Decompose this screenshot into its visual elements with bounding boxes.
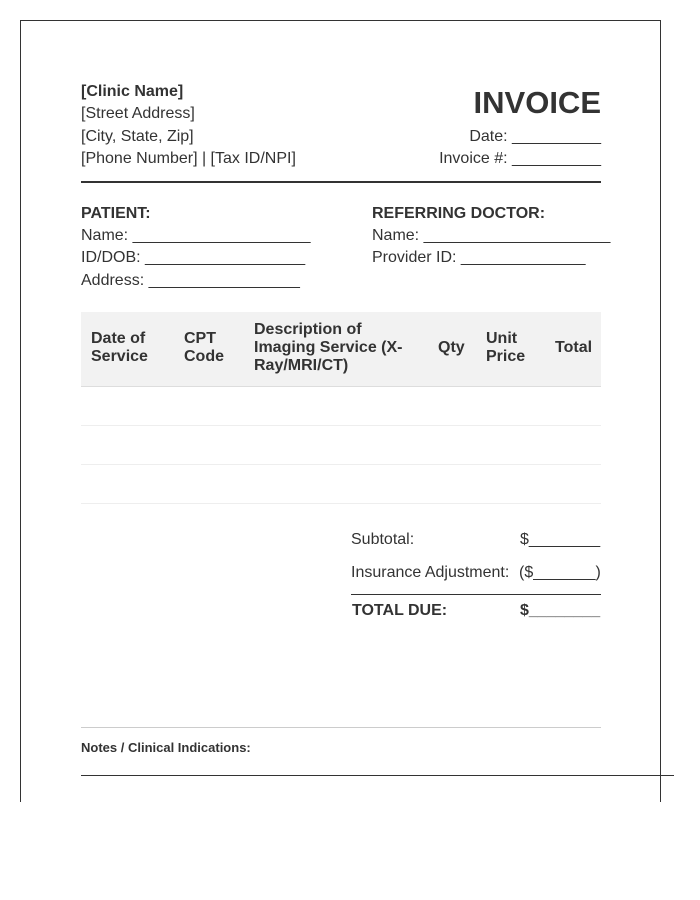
patient-id-dob: ID/DOB: __________________ [81, 249, 306, 266]
col-description [254, 321, 403, 375]
col-unit-line2: Price [486, 348, 526, 365]
col-cpt-code [184, 330, 224, 366]
col-date-line2: Service [91, 348, 148, 365]
doctor-name: Name: _____________________ [372, 227, 611, 244]
col-date-line1: Date of [91, 330, 146, 347]
col-unit-line1: Unit [486, 330, 518, 347]
notes-divider [81, 727, 601, 728]
table-row-divider [81, 503, 601, 504]
invoice-date: Date: __________ [469, 128, 601, 145]
patient-heading: PATIENT: [81, 205, 151, 222]
col-cpt-line2: Code [184, 348, 224, 365]
col-total: Total [555, 339, 593, 356]
invoice-number: Invoice #: __________ [439, 150, 601, 167]
col-desc-line2: Imaging Service (X- [254, 339, 403, 356]
subtotal-value: $________ [520, 531, 601, 548]
clinic-name: [Clinic Name] [81, 83, 184, 100]
notes-label: Notes / Clinical Indications: [81, 740, 251, 755]
clinic-city: [City, State, Zip] [81, 128, 194, 145]
patient-address: Address: _________________ [81, 272, 300, 289]
header-divider [81, 181, 601, 183]
clinic-phone-tax: [Phone Number] | [Tax ID/NPI] [81, 150, 296, 167]
totals-divider [351, 594, 601, 595]
table-row-divider [81, 425, 601, 426]
total-due-value: $________ [520, 602, 601, 619]
col-cpt-line1: CPT [184, 330, 216, 347]
patient-name: Name: ____________________ [81, 227, 311, 244]
notes-line [81, 775, 674, 776]
invoice-title: INVOICE [473, 85, 601, 120]
col-date-of-service [91, 330, 148, 366]
doctor-provider-id: Provider ID: ______________ [372, 249, 586, 266]
col-desc-line1: Description of [254, 321, 362, 338]
clinic-street: [Street Address] [81, 105, 195, 122]
table-row-divider [81, 464, 601, 465]
col-unit-price [486, 330, 525, 366]
col-qty: Qty [438, 339, 465, 356]
insurance-adjustment-label: Insurance Adjustment: [351, 564, 510, 581]
insurance-adjustment-value: ($_______) [519, 564, 601, 581]
total-due-label: TOTAL DUE: [352, 602, 448, 619]
subtotal-label: Subtotal: [351, 531, 415, 548]
col-desc-line3: Ray/MRI/CT) [254, 357, 349, 374]
doctor-heading: REFERRING DOCTOR: [372, 205, 546, 222]
